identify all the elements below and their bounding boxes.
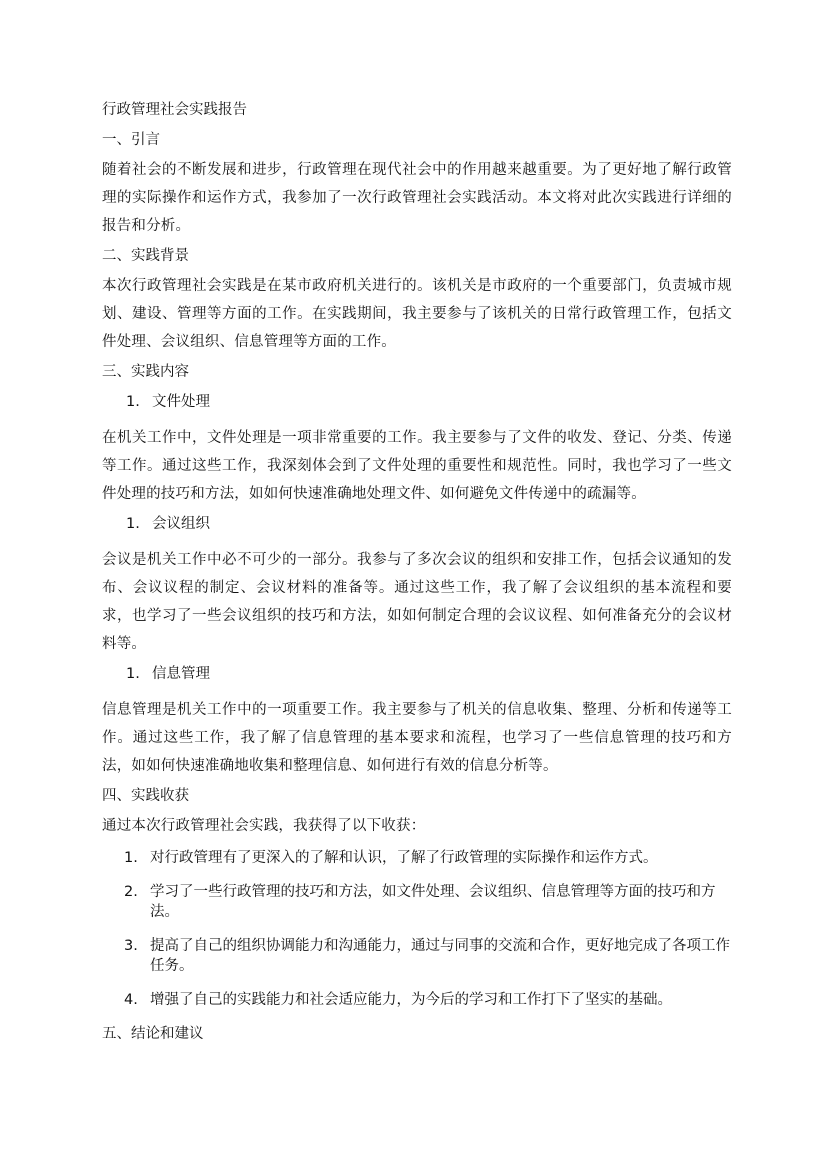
list-item	[102, 932, 732, 976]
file-processing-paragraph: 在机关工作中，文件处理是一项非常重要的工作。我主要参与了文件的收发、登记、分类、传递等工作。通过这些工作，我深刻体会到了文件处理的重要性和规范性。同时，我也学习了一些文件处理的技巧和方法，如如何快速准确地处理文件、如何避免文件传递中的疏漏等。	[102, 430, 732, 502]
background-paragraph: 本次行政管理社会实践是在某市政府机关进行的。该机关是市政府的一个重要部门，负责城市规划、建设、管理等方面的工作。在实践期间，我主要参与了该机关的日常行政管理工作，包括文件处理、会议组织、信息管理等方面的工作。	[102, 278, 732, 350]
list-item	[102, 986, 732, 1010]
content-subheading-file-processing	[102, 388, 732, 416]
subheading-label: 文件处理	[152, 394, 210, 410]
list-number: 1.	[124, 850, 138, 866]
section-heading-intro: 一、引言	[102, 132, 160, 148]
subheading-label: 会议组织	[152, 516, 210, 532]
list-number: 1.	[126, 394, 140, 410]
section-heading-gains: 四、实践收获	[102, 788, 189, 804]
subheading-label: 信息管理	[152, 666, 210, 682]
list-item	[102, 844, 732, 868]
content-subheading-information-management	[102, 660, 732, 688]
meeting-organization-paragraph: 会议是机关工作中必不可少的一部分。我参与了多次会议的组织和安排工作，包括会议通知的发布、会议议程的制定、会议材料的准备等。通过这些工作，我了解了会议组织的基本流程和要求，也学习了一些会议组织的技巧和方法，如如何制定合理的会议议程、如何准备充分的会议材料等。	[102, 552, 732, 652]
list-item-text: 提高了自己的组织协调能力和沟通能力，通过与同事的交流和合作，更好地完成了各项工作任务。	[150, 938, 730, 974]
section-heading-background: 二、实践背景	[102, 248, 189, 264]
document-page	[102, 96, 732, 1050]
content-subheading-meeting-organization	[102, 510, 732, 538]
intro-paragraph: 随着社会的不断发展和进步，行政管理在现代社会中的作用越来越重要。为了更好地了解行政管理的实际操作和运作方式，我参加了一次行政管理社会实践活动。本文将对此次实践进行详细的报告和分析。	[102, 162, 732, 234]
gains-intro: 通过本次行政管理社会实践，我获得了以下收获：	[102, 818, 426, 834]
section-heading-content: 三、实践内容	[102, 364, 189, 380]
list-number: 4.	[124, 992, 138, 1008]
document-title: 行政管理社会实践报告	[102, 102, 247, 118]
list-item-text: 增强了自己的实践能力和社会适应能力，为今后的学习和工作打下了坚实的基础。	[150, 992, 672, 1008]
list-item-text: 学习了一些行政管理的技巧和方法，如文件处理、会议组织、信息管理等方面的技巧和方法。	[150, 884, 716, 920]
list-number: 1.	[126, 666, 140, 682]
list-number: 3.	[124, 938, 138, 954]
information-management-paragraph: 信息管理是机关工作中的一项重要工作。我主要参与了机关的信息收集、整理、分析和传递等工作。通过这些工作，我了解了信息管理的基本要求和流程，也学习了一些信息管理的技巧和方法，如如何快速准确地收集和整理信息、如何进行有效的信息分析等。	[102, 702, 732, 774]
list-number: 2.	[124, 884, 138, 900]
gains-list	[102, 844, 732, 1010]
list-number: 1.	[126, 516, 140, 532]
list-item-text: 对行政管理有了更深入的了解和认识，了解了行政管理的实际操作和运作方式。	[150, 850, 658, 866]
section-heading-conclusion: 五、结论和建议	[102, 1026, 204, 1042]
list-item	[102, 878, 732, 922]
